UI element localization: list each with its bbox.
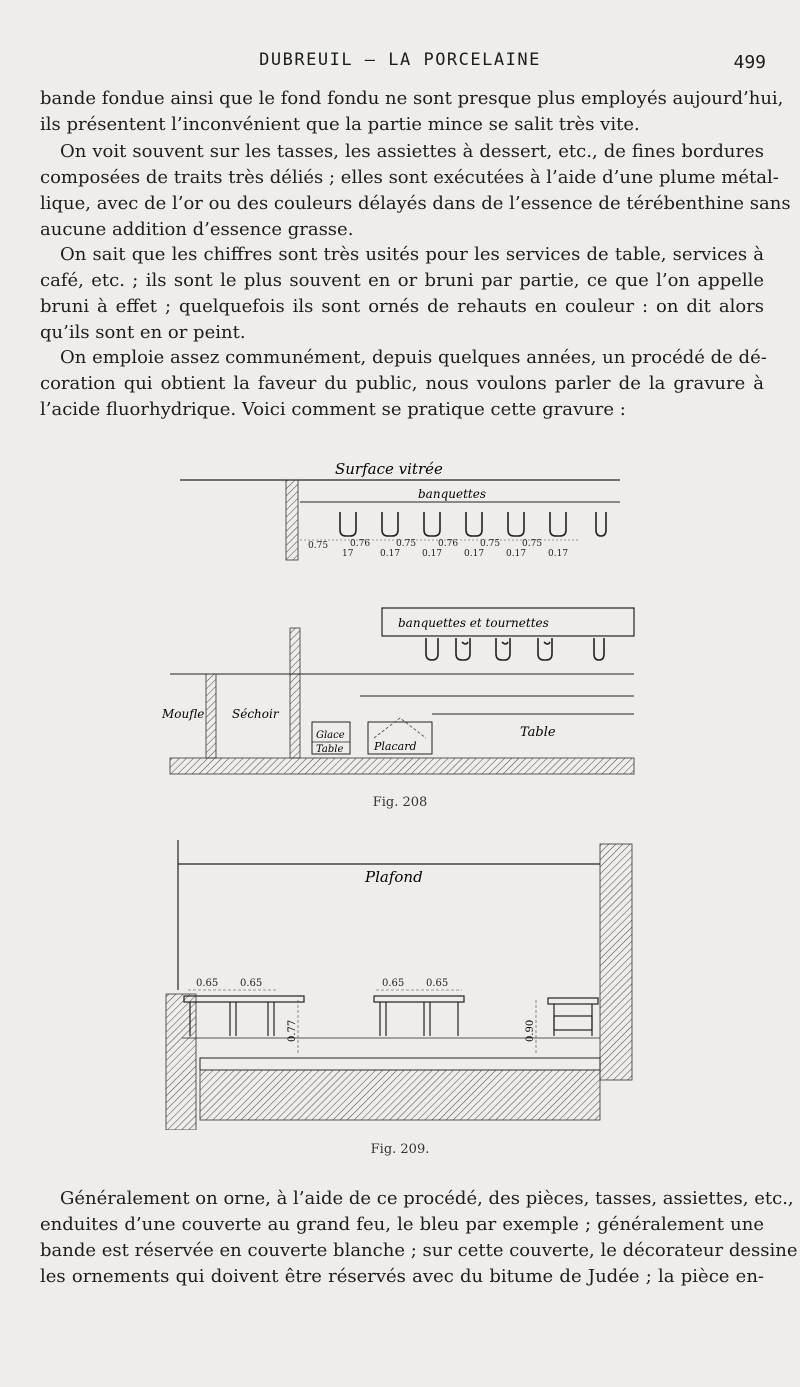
text-line: Généralement on orne, à l’aide de ce procédé, des pièces, tasses, assiettes, etc., bbox=[60, 1188, 794, 1209]
text-line: On sait que les chiffres sont très usités pour les services de table, services à bbox=[60, 244, 764, 265]
dimension-label: 0.77 bbox=[287, 1019, 298, 1042]
plafond-label: Plafond bbox=[365, 868, 423, 886]
text-line: enduites d’une couverte au grand feu, le bleu par exemple ; généralement une bbox=[40, 1214, 764, 1235]
dimension-label: 0.65 bbox=[240, 978, 263, 989]
text-line: bande fondue ainsi que le fond fondu ne sont presque plus employés aujourd’hui, bbox=[40, 88, 784, 109]
moufle-label: Moufle bbox=[162, 707, 205, 721]
text-line: qu’ils sont en or peint. bbox=[40, 322, 246, 343]
dimension-label: 0.17 bbox=[548, 549, 569, 559]
banquettes-tournettes-label: banquettes et tournettes bbox=[398, 616, 549, 630]
figure-208-caption: Fig. 208 bbox=[372, 795, 428, 810]
text-line: composées de traits très déliés ; elles sont exécutées à l’aide d’une plume métal- bbox=[40, 167, 779, 188]
dimension-label: 17 bbox=[342, 549, 354, 559]
paragraph-1 bbox=[40, 86, 784, 138]
banquette-u-shapes bbox=[340, 512, 606, 536]
running-title: DUBREUIL — LA PORCELAINE bbox=[259, 50, 541, 70]
table-label: Table bbox=[520, 725, 556, 740]
dimension-label: 0.75 bbox=[308, 541, 329, 551]
page-number: 499 bbox=[733, 52, 766, 73]
dimension-label: 0.76 bbox=[350, 539, 371, 549]
text-line: café, etc. ; ils sont le plus souvent en or bruni par partie, ce que l’on appelle bbox=[40, 270, 764, 291]
text-line: lique, avec de l’or ou des couleurs délayés dans de l’essence de térébenthine sans bbox=[40, 193, 791, 214]
text-line: coration qui obtient la faveur du public, nous voulons parler de la gravure à bbox=[40, 373, 764, 394]
dimension-label: 0.17 bbox=[380, 549, 401, 559]
text-line: aucune addition d’essence grasse. bbox=[40, 219, 354, 240]
paragraph-4 bbox=[40, 345, 767, 423]
table-small-label: Table bbox=[316, 744, 344, 755]
glace-label: Glace bbox=[316, 730, 345, 741]
text-line: bruni à effet ; quelquefois ils sont ornés de rehauts en couleur : on dit alors bbox=[40, 296, 764, 317]
text-line: l’acide fluorhydrique. Voici comment se pratique cette gravure : bbox=[40, 399, 626, 420]
paragraph-3 bbox=[40, 242, 764, 346]
table-group-left bbox=[184, 996, 304, 1036]
dimension-label: 0.75 bbox=[396, 539, 417, 549]
table-group-right bbox=[548, 998, 598, 1036]
dimension-label: 0.65 bbox=[382, 978, 405, 989]
tournette-u-shapes bbox=[426, 638, 604, 660]
paragraph-2 bbox=[40, 139, 791, 243]
dimension-label: 0.75 bbox=[480, 539, 501, 549]
paragraph-5 bbox=[40, 1186, 798, 1290]
dimension-label: 0.17 bbox=[464, 549, 485, 559]
dimension-label: 0.17 bbox=[422, 549, 443, 559]
dimension-label: 0.76 bbox=[438, 539, 459, 549]
figure-208 bbox=[160, 452, 650, 782]
page-header bbox=[0, 48, 800, 74]
dimension-label: 0.65 bbox=[196, 978, 219, 989]
text-line: les ornements qui doivent être réservés avec du bitume de Judée ; la pièce en- bbox=[40, 1266, 764, 1287]
surface-label: Surface vitrée bbox=[335, 460, 443, 478]
table-group-middle bbox=[374, 996, 464, 1036]
text-line: On emploie assez communément, depuis quelques années, un procédé de dé- bbox=[60, 347, 767, 368]
figure-209 bbox=[160, 840, 640, 1130]
dimension-label: 0.65 bbox=[426, 978, 449, 989]
dimension-label: 0.90 bbox=[525, 1019, 536, 1042]
text-line: ils présentent l’inconvénient que la partie mince se salit très vite. bbox=[40, 114, 640, 135]
dimension-label: 0.17 bbox=[506, 549, 527, 559]
figure-209-caption: Fig. 209. bbox=[370, 1142, 430, 1157]
sechoir-label: Séchoir bbox=[232, 707, 279, 721]
dimension-label: 0.75 bbox=[522, 539, 543, 549]
text-line: bande est réservée en couverte blanche ; sur cette couverte, le décorateur dessine bbox=[40, 1240, 798, 1261]
text-line: On voit souvent sur les tasses, les assiettes à dessert, etc., de fines bordures bbox=[60, 141, 764, 162]
placard-label: Placard bbox=[374, 740, 417, 753]
banquettes-label: banquettes bbox=[418, 487, 486, 501]
